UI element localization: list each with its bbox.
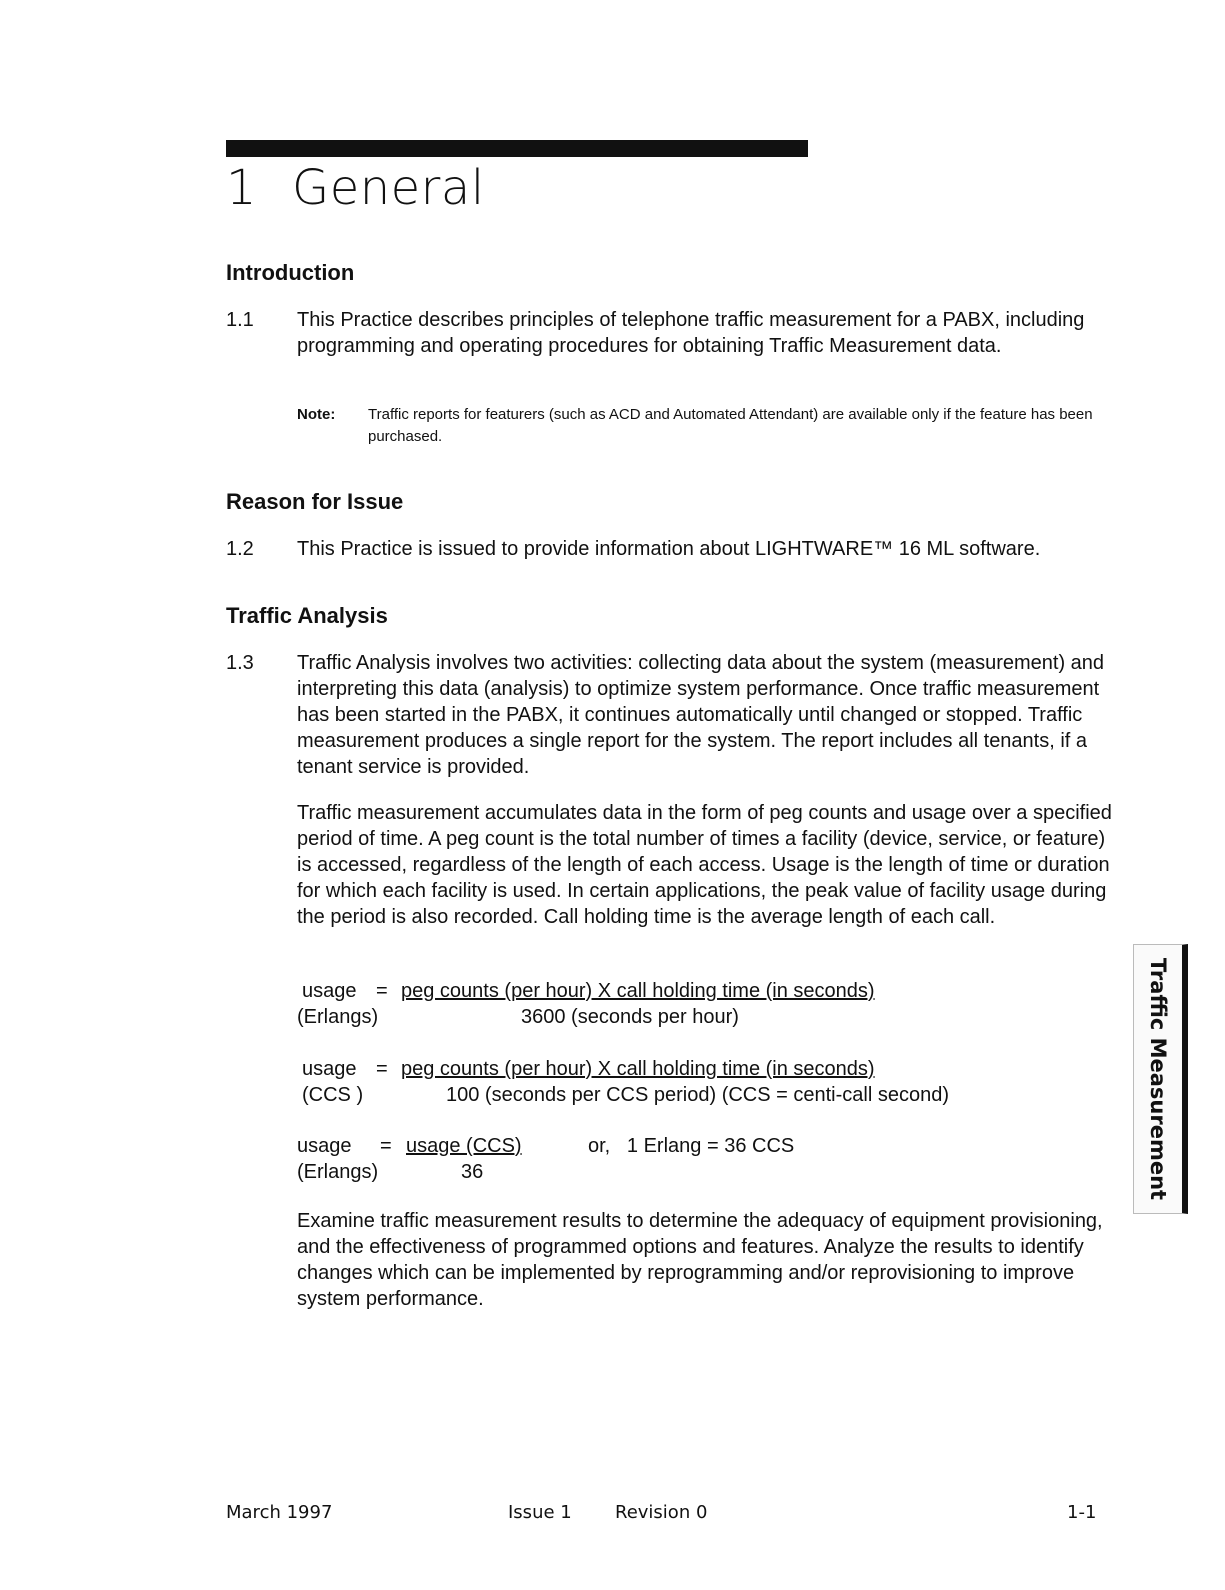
equation-2-denominator: 100 (seconds per CCS period) (CCS = centi-call second) [446, 1084, 949, 1106]
footer-page-number: 1-1 [1067, 1502, 1097, 1523]
chapter-name: General [292, 160, 485, 216]
side-tab [1133, 944, 1188, 1214]
equation-1-denominator: 3600 (seconds per hour) [521, 1006, 739, 1028]
para-1-2: This Practice is issued to provide information about LIGHTWARE™ 16 ML software. [297, 538, 1041, 560]
chapter-title [226, 160, 485, 216]
footer-date: March 1997 [226, 1502, 333, 1523]
equation-3-denominator: 36 [461, 1161, 484, 1183]
para-number-1-2: 1.2 [226, 538, 254, 560]
heading-traffic-analysis: Traffic Analysis [226, 603, 388, 628]
equation-1-lhs: usage [302, 980, 357, 1002]
equation-2-lhs: usage [302, 1058, 357, 1080]
equation-2-unit: (CCS ) [302, 1084, 364, 1106]
note [297, 404, 1112, 448]
note-label: Note: [297, 406, 336, 423]
equation-3-unit: (Erlangs) [297, 1161, 379, 1183]
heading-reason-for-issue: Reason for Issue [226, 489, 404, 514]
equation-3-numerator: usage (CCS) [406, 1135, 522, 1157]
equation-1-numerator: peg counts (per hour) X call holding time (in seconds) [401, 980, 875, 1002]
para-number-1-3: 1.3 [226, 652, 254, 674]
para-1-3-b: Traffic measurement accumulates data in the form of peg counts and usage over a specified period of time. A peg count is the total number of times a facility (device, service, or feature) is accessed, regardless of the length of each access. Usage is the length of time or duration for which each facility is used. In certain applications, the peak value of facility usage during the period is also recorded. Call holding time is the average length of each call. [297, 802, 1112, 928]
heading-introduction: Introduction [226, 260, 355, 285]
equation-2-equals: = [376, 1058, 388, 1080]
equation-3-aside: or, 1 Erlang = 36 CCS [588, 1135, 795, 1157]
chapter-rule [226, 140, 808, 157]
footer-revision: Revision 0 [615, 1502, 708, 1523]
equation-2-numerator: peg counts (per hour) X call holding time (in seconds) [401, 1058, 875, 1080]
para-1-1: This Practice describes principles of telephone traffic measurement for a PABX, including programming and operating procedures for obtaining Traffic Measurement data. [297, 309, 1085, 357]
equation-1-unit: (Erlangs) [297, 1006, 379, 1028]
equation-3-equals: = [380, 1135, 392, 1157]
side-tab-label: Traffic Measurement [1146, 957, 1170, 1201]
note-text: Traffic reports for featurers (such as ACD and Automated Attendant) are available only if the feature has been purchased. [368, 406, 1093, 445]
para-1-3-a: Traffic Analysis involves two activities: collecting data about the system (measurement) and interpreting this data (analysis) to optimize system performance. Once traffic measurement has been started in the PABX, it continues automatically until changed or stopped. Traffic measurement produces a single report for the system. The report includes all tenants, if a tenant service is provided. [297, 652, 1105, 778]
chapter-number: 1 [226, 160, 258, 216]
equation-3-lhs: usage [297, 1135, 352, 1157]
para-1-3-c: Examine traffic measurement results to determine the adequacy of equipment provisioning, and the effectiveness of programmed options and features. Analyze the results to identify changes which can be implemented by reprogramming and/or reprovisioning to improve system performance. [297, 1210, 1103, 1310]
equation-1-equals: = [376, 980, 388, 1002]
footer-issue: Issue 1 [508, 1502, 572, 1523]
para-number-1-1: 1.1 [226, 309, 254, 331]
